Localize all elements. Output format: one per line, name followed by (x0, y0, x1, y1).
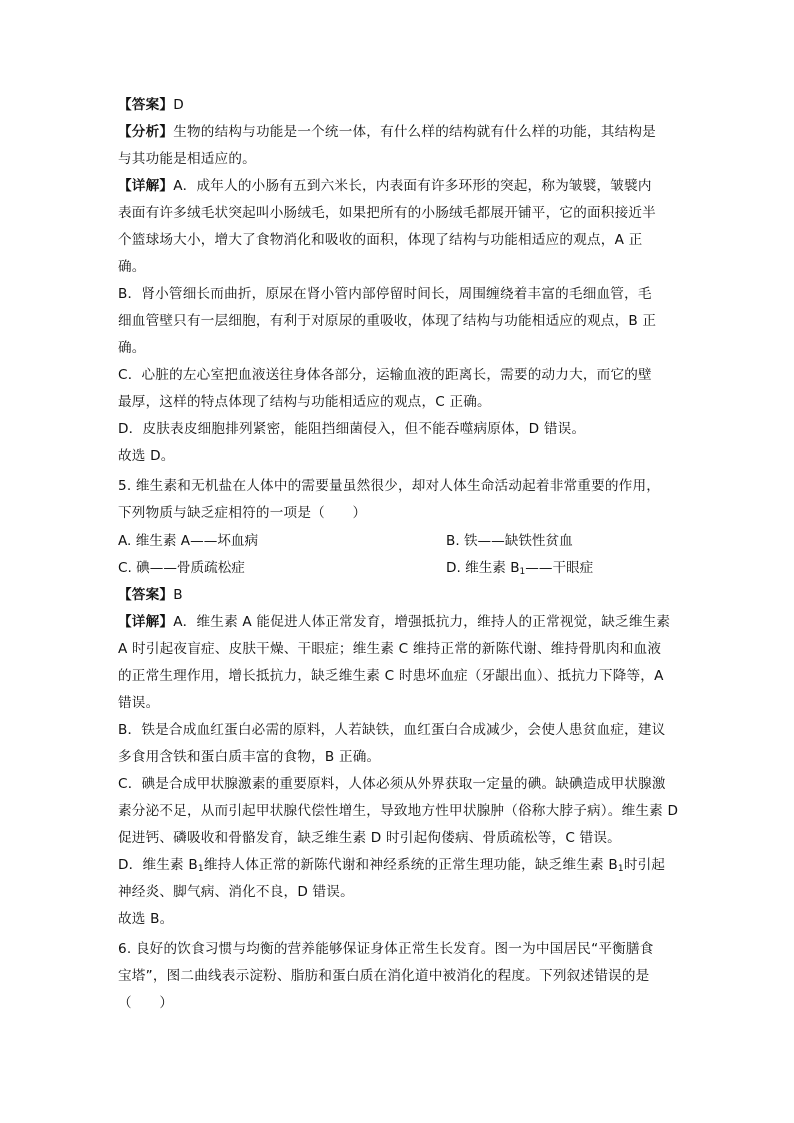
q6-stem-line-3: （ ） (118, 995, 174, 1011)
detail-b-line-1: B．肾小管细长而曲折，原尿在肾小管内部停留时间长，周围缠绕着丰富的毛细血管，毛 (118, 286, 652, 302)
analysis-line-1: 【分析】生物的结构与功能是一个统一体，有什么样的结构就有什么样的功能，其结构是 (118, 124, 656, 140)
q5-detail-a-line-4: 错误。 (118, 695, 160, 711)
answer-value: D (173, 97, 184, 113)
answer-line (118, 95, 678, 115)
q5-option-c: C. 碘——骨质疏松症 (118, 560, 245, 576)
q5-detail-a-line-2: A 时引起夜盲症、皮肤干燥、干眼症；维生素 C 维持正常的新陈代谢、维持骨肌肉和血液 (118, 641, 662, 657)
detail-a-line-3: 个篮球场大小，增大了食物消化和吸收的面积，体现了结构与功能相适应的观点，A 正 (118, 232, 643, 248)
q5-option-a: A. 维生素 A——坏血病 (118, 533, 259, 549)
q5-detail-c-line-3: 促进钙、磷吸收和骨骼发育，缺乏维生素 D 时引起佝偻病、骨质疏松等，C 错误。 (118, 830, 621, 846)
q5-stem-line-2: 下列物质与缺乏症相符的一项是（ ） (118, 505, 367, 521)
detail-b-line-2: 细血管壁只有一层细胞，有利于对原尿的重吸收，体现了结构与功能相适应的观点，B 正 (118, 313, 657, 329)
detail-tag: 【详解】 (118, 178, 174, 194)
q5-answer-line: 【答案】B (118, 587, 183, 603)
q5-detail-b-line-2: 多食用含铁和蛋白质丰富的食物，B 正确。 (118, 749, 381, 765)
detail-a-line-1: 【详解】A．成年人的小肠有五到六米长，内表面有许多环形的突起，称为皱襞，皱襞内 (118, 178, 652, 194)
detail-c-line-2: 最厚，这样的特点体现了结构与功能相适应的观点，C 正确。 (118, 394, 491, 410)
answer-tag: 【答案】 (118, 97, 174, 113)
q5-detail-c-line-1: C．碘是合成甲状腺激素的重要原料，人体必须从外界获取一定量的碘。缺碘造成甲状腺激 (118, 776, 666, 792)
q5-detail-a-line-1: 【详解】A．维生素 A 能促进人体正常发育，增强抵抗力，维持人的正常视觉，缺乏维生素 (118, 614, 671, 630)
detail-d-line-1: D．皮肤表皮细胞排列紧密，能阻挡细菌侵入，但不能吞噬病原体，D 错误。 (118, 421, 586, 437)
q5-detail-a-line-3: 的正常生理作用，增长抵抗力，缺乏维生素 C 时患坏血症（牙龈出血）、抵抗力下降等，A (118, 668, 664, 684)
q5-option-b: B. 铁——缺铁性贫血 (446, 533, 573, 549)
q5-option-d: D. 维生素 $B_1——$干眼症 (446, 560, 594, 577)
choose-line: 故选 D。 (118, 448, 175, 464)
q5-detail-c-line-2: 素分泌不足，从而引起甲状腺代偿性增生，导致地方性甲状腺肿（俗称大脖子病）。维生素 D (118, 803, 679, 819)
detail-a-line-2: 表面有许多绒毛状突起叫小肠绒毛，如果把所有的小肠绒毛都展开铺平，它的面积接近半 (118, 205, 656, 221)
q5-stem-line-1: 5. 维生素和无机盐在人体中的需要量虽然很少，却对人体生命活动起着非常重要的作用， (118, 478, 661, 494)
analysis-line-2: 与其功能是相适应的。 (118, 151, 256, 167)
q5-choose-line: 故选 B。 (118, 911, 174, 927)
detail-a-line-4: 确。 (118, 259, 146, 275)
analysis-tag: 【分析】 (118, 124, 174, 140)
q6-stem-line-1: 6. 良好的饮食习惯与均衡的营养能够保证身体正常生长发育。图一为中国居民“平衡膳食 (118, 941, 654, 957)
detail-b-line-3: 确。 (118, 340, 146, 356)
q6-stem-line-2: 宝塔”，图二曲线表示淀粉、脂肪和蛋白质在消化道中被消化的程度。下列叙述错误的是 (118, 968, 650, 984)
q5-detail-b-line-1: B．铁是合成血红蛋白必需的原料，人若缺铁，血红蛋白合成减少，会使人患贫血症，建议 (118, 722, 666, 738)
q5-detail-d-line-2: 神经炎、脚气病、消化不良，D 错误。 (118, 884, 354, 900)
q5-detail-d-line-1: D．维生素 $B_1$维持人体正常的新陈代谢和神经系统的正常生理功能，缺乏维生素 $B_1$时引起 (118, 857, 666, 874)
detail-c-line-1: C．心脏的左心室把血液送往身体各部分，运输血液的距离长，需要的动力大，而它的壁 (118, 367, 652, 383)
